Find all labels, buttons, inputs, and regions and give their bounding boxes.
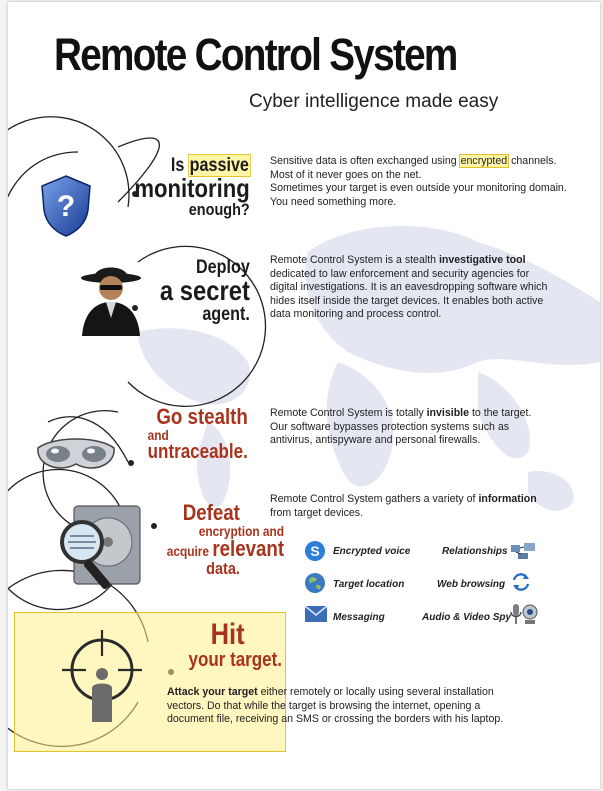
page-subtitle: Cyber intelligence made easy	[249, 91, 499, 112]
heading-hit-word: Hit	[210, 618, 245, 651]
relationships-icon	[510, 542, 536, 560]
envelope-icon	[304, 605, 328, 623]
shield-icon	[40, 174, 92, 238]
feature-web-browsing: Web browsing	[437, 579, 506, 590]
heading-deploy: Deploy	[196, 257, 250, 278]
refresh-icon	[510, 571, 532, 593]
text-stealth-c: to the target. Our software bypasses protection systems such as antivirus, antispyware and personal firewalls.	[270, 407, 532, 447]
text-passive-encrypted: encrypted	[460, 155, 508, 167]
text-hit-bold: Attack your target	[167, 686, 258, 698]
heading-passive-word: passive	[189, 155, 250, 176]
feature-target-location: Target location	[333, 579, 405, 590]
text-agent-bold: investigative tool	[438, 254, 526, 266]
text-passive-4: You need something more.	[270, 195, 397, 208]
text-agent-a: Remote Control System is a stealth	[270, 254, 439, 266]
heading-relevant: relevant	[212, 536, 284, 561]
text-passive-2: Most of it never goes on the net.	[270, 168, 422, 181]
heading-agent-word: agent.	[202, 304, 250, 325]
svg-text:S: S	[310, 543, 320, 559]
text-defeat	[270, 493, 560, 520]
heading-passive-is: Is	[171, 155, 190, 176]
text-defeat-a: Remote Control System gathers a variety of	[270, 493, 479, 505]
heading-defeat	[167, 502, 284, 577]
heading-defeat-word: Defeat	[182, 500, 240, 525]
text-stealth	[270, 407, 550, 448]
text-passive-1a: Sensitive data is often exchanged using	[270, 155, 460, 167]
stealth-mask-icon	[34, 434, 118, 478]
crosshair-target-icon	[58, 626, 146, 722]
text-stealth-a: Remote Control System is totally	[270, 407, 427, 419]
heading-encryption: encryption and	[198, 523, 284, 539]
text-passive-1c: channels.	[508, 155, 557, 167]
text-defeat-bold: information	[478, 493, 537, 505]
microphone-webcam-icon	[510, 602, 538, 626]
brochure-page	[8, 2, 600, 789]
feature-relationships: Relationships	[442, 546, 508, 557]
heading-secret: a secret	[160, 275, 250, 306]
feature-encrypted-voice: Encrypted voice	[333, 546, 411, 557]
text-hit-b: either remotely or locally using several installation vectors. Do that while the target is browsing the internet, opening a document file, receiving an SMS or crossing the borders with his laptop.	[167, 686, 504, 726]
heading-and: and	[147, 427, 170, 443]
feature-audio-video-spy: Audio & Video Spy	[422, 612, 512, 623]
text-agent	[270, 254, 550, 322]
text-stealth-bold: invisible	[426, 407, 469, 419]
feature-messaging: Messaging	[333, 612, 385, 623]
heading-hit	[188, 620, 282, 670]
hard-disk-magnifier-icon	[52, 502, 144, 598]
heading-enough: enough?	[188, 200, 250, 219]
heading-monitoring: monitoring	[134, 173, 250, 203]
heading-your-target: your target.	[188, 649, 282, 671]
text-passive	[270, 155, 600, 209]
secret-agent-icon	[78, 260, 144, 336]
heading-stealth	[148, 406, 248, 462]
heading-passive	[135, 156, 250, 218]
heading-data: data.	[206, 559, 240, 578]
heading-agent	[160, 258, 250, 324]
heading-untraceable: untraceable.	[147, 441, 248, 463]
text-hit	[167, 686, 522, 727]
globe-icon	[304, 572, 326, 594]
page-title: Remote Control System	[54, 29, 457, 80]
text-agent-c: dedicated to law enforcement and security agencies for digital investigations. It is an eavesdropping software which hides itself inside the target devices. It enables both active data monitoring and process control.	[270, 267, 548, 321]
svg-text:?: ?	[56, 190, 76, 223]
skype-icon	[304, 540, 326, 562]
text-defeat-c: from target devices.	[270, 506, 364, 519]
heading-go-stealth: Go stealth	[156, 404, 248, 429]
text-passive-3: Sometimes your target is even outside your monitoring domain.	[270, 182, 567, 195]
heading-acquire: acquire	[166, 543, 213, 559]
